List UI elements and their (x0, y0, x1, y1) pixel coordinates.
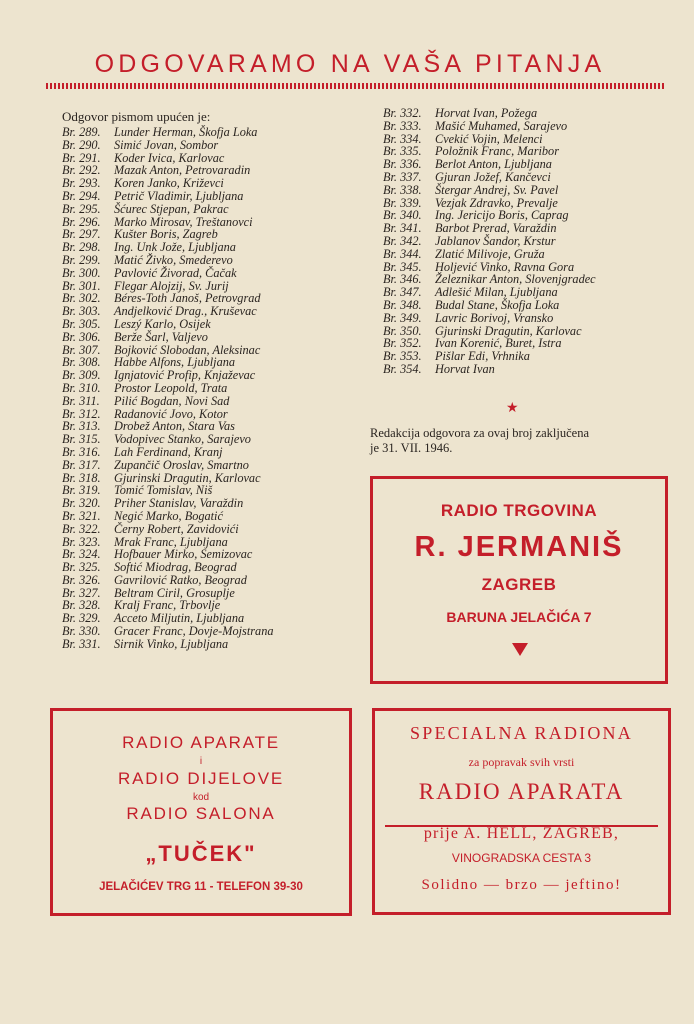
entry-name: Leszý Karlo, Osijek (114, 316, 211, 331)
ad-tucek-line-7: JELAČIĆEV TRG 11 - TELEFON 39-30 (99, 881, 303, 893)
entry-name: Ing. Jericijo Boris, Caprag (435, 208, 569, 223)
entry-name: Sirnik Vinko, Ljubljana (114, 636, 229, 651)
entry-name: Budal Stane, Škofja Loka (435, 297, 560, 312)
entry-number: Br. 302. (62, 291, 101, 306)
entry-number: Br. 354. (383, 361, 422, 376)
entry-name: Železnikar Anton, Slovenjgradec (435, 272, 596, 287)
entry-name: Horvat Ivan (435, 361, 495, 376)
intro-text: Odgovor pismom upućen je: (62, 109, 211, 124)
entry-number: Br. 303. (62, 304, 101, 319)
entry-number: Br. 345. (383, 259, 422, 274)
answer-list-left (62, 126, 274, 651)
ad-hell-line-2: za popravak svih vrsti (468, 755, 575, 769)
entry-number: Br. 342. (383, 233, 422, 248)
entry-number: Br. 291. (62, 150, 101, 165)
entry-name: Hofbauer Mirko, Semizovac (114, 547, 253, 562)
entry-number: Br. 312. (62, 406, 101, 421)
entry-name: Adlešić Milan, Ljubljana (435, 285, 558, 300)
star-icon: ★ (506, 401, 519, 416)
entry-number: Br. 333. (383, 118, 422, 133)
entry-name: Ivan Korenić, Buret, Istra (435, 336, 562, 351)
entry-number: Br. 325. (62, 560, 101, 575)
entry-name: Lavric Borivoj, Vransko (435, 310, 554, 325)
entry-number: Br. 301. (62, 278, 101, 293)
entry-number: Br. 307. (62, 342, 101, 357)
entry-name: Štergar Andrej, Sv. Pavel (435, 182, 559, 197)
entry-name: Pavlović Živorad, Čačak (114, 265, 237, 280)
ad-tucek-line-1: RADIO APARATE (122, 733, 280, 752)
entry-name: Beltram Ciril, Grosuplje (114, 585, 235, 600)
entry-name: Jablanov Šandor, Krstur (435, 233, 556, 248)
entry-number: Br. 336. (383, 157, 422, 172)
entry-number: Br. 339. (383, 195, 422, 210)
entry-name: Holjević Vinko, Ravna Gora (435, 259, 575, 274)
entry-name: Tomić Tomislav, Niš (114, 483, 213, 498)
entry-number: Br. 305. (62, 316, 101, 331)
entry-number: Br. 306. (62, 329, 101, 344)
entry-number: Br. 289. (62, 125, 101, 139)
ad-hell-line-4: prije A. HELL, ZAGREB, (423, 825, 620, 842)
entry-name: Zupančič Oroslav, Smartno (114, 457, 249, 472)
entry-number: Br. 318. (62, 470, 101, 485)
ad-jermanis-line-1: RADIO TRGOVINA (440, 501, 598, 520)
ad-jermanis (370, 476, 668, 684)
entry-number: Br. 340. (383, 208, 422, 223)
entry-name: Vezjak Zdravko, Prevalje (435, 195, 558, 210)
entry-number: Br. 311. (62, 393, 100, 408)
entry-number: Br. 338. (383, 182, 422, 197)
entry-number: Br. 319. (62, 483, 101, 498)
entry-number: Br. 308. (62, 355, 101, 370)
ad-tucek-line-4: kod (192, 792, 210, 803)
entry-name: Ignjatović Profip, Knjaževac (114, 368, 256, 383)
entry-name: Černy Robert, Zavidovići (114, 521, 239, 536)
ad-tucek-line-3: RADIO DIJELOVE (118, 769, 284, 788)
entry-name: Béres-Toth Janoš, Petrovgrad (114, 291, 261, 306)
entry-name: Gjuran Jožef, Kančevci (435, 169, 551, 184)
entry-number: Br. 310. (62, 380, 101, 395)
entry-number: Br. 292. (62, 163, 101, 178)
entry-number: Br. 330. (62, 624, 101, 639)
entry-name: Prostor Leopold, Trata (114, 380, 228, 395)
entry-name: Horvat Ivan, Požega (435, 106, 538, 120)
list-item (383, 363, 596, 376)
entry-number: Br. 299. (62, 252, 101, 267)
entry-name: Gavrilović Ratko, Beograd (114, 572, 247, 587)
entry-name: Mazak Anton, Petrovaradin (114, 163, 251, 178)
entry-number: Br. 309. (62, 368, 101, 383)
entry-name: Ing. Unk Jože, Ljubljana (114, 240, 236, 255)
entry-name: Flegar Alojzij, Sv. Jurij (114, 278, 229, 293)
entry-name: Drobež Anton, Stara Vas (114, 419, 235, 434)
entry-number: Br. 341. (383, 221, 422, 236)
entry-number: Br. 334. (383, 131, 422, 146)
entry-number: Br. 293. (62, 176, 101, 191)
down-triangle-icon (512, 643, 528, 656)
entry-name: Koder Ivica, Karlovac (114, 150, 225, 165)
entry-name: Bojković Slobodan, Aleksinac (114, 342, 261, 357)
entry-number: Br. 350. (383, 323, 422, 338)
entry-number: Br. 324. (62, 547, 101, 562)
entry-name: Vodopivec Stanko, Sarajevo (114, 432, 251, 447)
entry-name: Pilić Bogdan, Novi Sad (114, 393, 230, 408)
ad-hell-line-5: VINOGRADSKA CESTA 3 (451, 851, 592, 865)
page-title: ODGOVARAMO NA VAŠA PITANJA (94, 50, 606, 78)
entry-name: Softić Miodrag, Beograd (114, 560, 237, 575)
entry-name: Pišlar Edi, Vrhnika (435, 349, 530, 364)
entry-number: Br. 327. (62, 585, 101, 600)
entry-name: Gjurinski Dragutin, Karlovac (435, 323, 582, 338)
entry-number: Br. 316. (62, 444, 101, 459)
entry-number: Br. 322. (62, 521, 101, 536)
ad-tucek-line-6: „TUČEK" (145, 841, 257, 866)
entry-name: Koren Janko, Križevci (114, 176, 224, 191)
entry-number: Br. 346. (383, 272, 422, 287)
entry-name: Barbot Prerad, Varaždin (435, 221, 557, 236)
entry-number: Br. 348. (383, 297, 422, 312)
entry-number: Br. 297. (62, 227, 101, 242)
ad-hell-line-3: RADIO APARATA (418, 779, 625, 804)
entry-name: Kušter Boris, Zagreb (114, 227, 218, 242)
entry-name: Zlatić Milivoje, Gruža (435, 246, 545, 261)
entry-number: Br. 349. (383, 310, 422, 325)
entry-name: Radanović Jovo, Kotor (114, 406, 228, 421)
entry-number: Br. 352. (383, 336, 422, 351)
entry-name: Mašić Muhamed, Sarajevo (435, 118, 568, 133)
ad-hell-line-6: Solidno — brzo — jeftino! (421, 877, 622, 893)
entry-name: Kralj Franc, Trbovlje (114, 598, 221, 613)
ad-jermanis-line-2: R. JERMANIŠ (414, 531, 624, 563)
entry-name: Andjelković Drag., Kruševac (114, 304, 257, 319)
closing-note (370, 426, 670, 456)
ad-hell (372, 708, 671, 915)
ad-tucek (50, 708, 352, 916)
entry-number: Br. 298. (62, 240, 101, 255)
entry-name: Gracer Franc, Dovje-Mojstrana (114, 624, 274, 639)
entry-name: Marko Mirosav, Treštanovci (114, 214, 253, 229)
closing-line-2: je 31. VII. 1946. (370, 441, 453, 455)
entry-number: Br. 335. (383, 144, 422, 159)
entry-number: Br. 320. (62, 496, 101, 511)
entry-name: Berže Šarl, Valjevo (114, 329, 208, 344)
entry-name: Habbe Alfons, Ljubljana (114, 355, 236, 370)
entry-name: Gjurinski Dragutin, Karlovac (114, 470, 261, 485)
list-item (62, 638, 274, 651)
entry-name: Lunder Herman, Škofja Loka (114, 125, 258, 139)
ad-hell-line-1: SPECIALNA RADIONA (410, 723, 633, 743)
entry-number: Br. 313. (62, 419, 101, 434)
entry-name: Matić Živko, Smederevo (114, 252, 233, 267)
ad-tucek-line-5: RADIO SALONA (126, 804, 276, 823)
entry-name: Petrič Vladimir, Ljubljana (114, 188, 244, 203)
entry-name: Priher Stanislav, Varaždin (114, 496, 244, 511)
ad-tucek-line-2: i (199, 756, 203, 767)
entry-name: Mrak Franc, Ljubljana (114, 534, 228, 549)
entry-number: Br. 317. (62, 457, 101, 472)
entry-number: Br. 315. (62, 432, 101, 447)
answer-list-right (383, 107, 596, 376)
entry-number: Br. 328. (62, 598, 101, 613)
entry-number: Br. 347. (383, 285, 422, 300)
entry-number: Br. 326. (62, 572, 101, 587)
entry-number: Br. 323. (62, 534, 101, 549)
entry-name: Položnik Franc, Maribor (435, 144, 559, 159)
header-rule (46, 83, 664, 89)
entry-name: Šćurec Stjepan, Pakrac (114, 201, 229, 216)
entry-name: Berlot Anton, Ljubljana (435, 157, 552, 172)
ad-jermanis-line-3: ZAGREB (481, 575, 557, 594)
closing-line-1: Redakcija odgovora za ovaj broj zaključena (370, 426, 590, 440)
entry-number: Br. 321. (62, 508, 101, 523)
ad-jermanis-line-4: BARUNA JELAČIĆA 7 (446, 609, 592, 625)
entry-number: Br. 296. (62, 214, 101, 229)
entry-name: Cvekić Vojin, Melenci (435, 131, 543, 146)
entry-number: Br. 290. (62, 137, 101, 152)
entry-number: Br. 337. (383, 169, 422, 184)
entry-number: Br. 344. (383, 246, 422, 261)
entry-number: Br. 332. (383, 106, 422, 120)
entry-number: Br. 300. (62, 265, 101, 280)
entry-number: Br. 331. (62, 636, 101, 651)
entry-number: Br. 295. (62, 201, 101, 216)
entry-number: Br. 294. (62, 188, 101, 203)
entry-number: Br. 329. (62, 611, 101, 626)
entry-name: Acceto Miljutin, Ljubljana (114, 611, 245, 626)
entry-name: Negić Marko, Bogatić (114, 508, 223, 523)
entry-number: Br. 353. (383, 349, 422, 364)
entry-name: Lah Ferdinand, Kranj (114, 444, 223, 459)
entry-name: Simić Jovan, Sombor (114, 137, 219, 152)
